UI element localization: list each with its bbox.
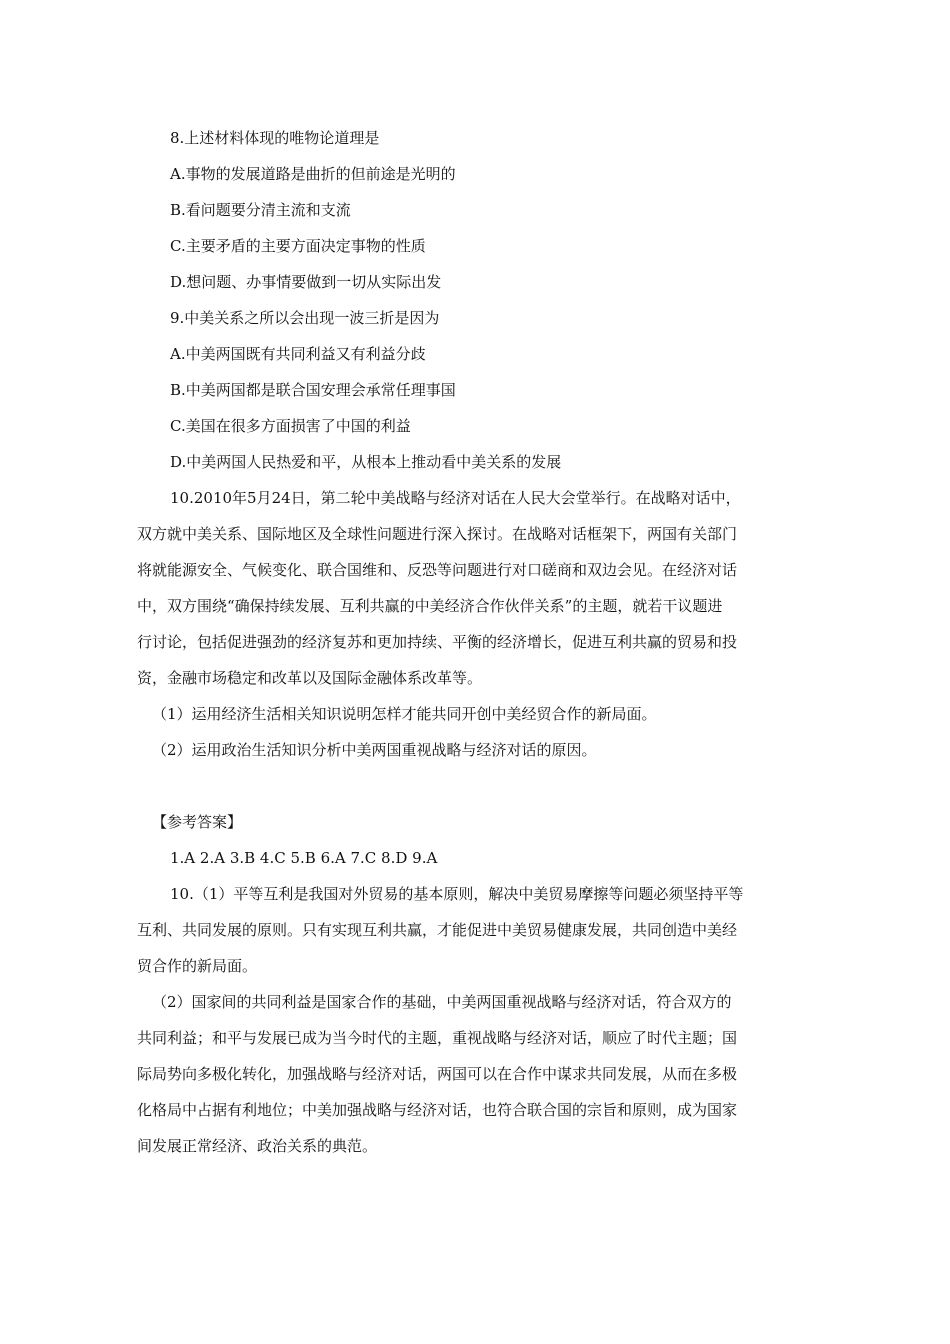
answer-10-2-line-4: 化格局中占据有利地位；中美加强战略与经济对话，也符合联合国的宗旨和原则，成为国家 [137, 1101, 738, 1119]
question-10-line-3: 将就能源安全、气候变化、联合国维和、反恐等问题进行对口磋商和双边会见。在经济对话 [137, 561, 738, 579]
question-9-option-a: A.中美两国既有共同利益又有利益分歧 [170, 345, 426, 363]
answer-10-2-line-2: 共同利益；和平与发展已成为当今时代的主题，重视战略与经济对话，顺应了时代主题；国 [137, 1029, 738, 1047]
answer-10-2-line-5: 间发展正常经济、政治关系的典范。 [137, 1137, 378, 1155]
answer-10-1-line-2: 互利、共同发展的原则。只有实现互利共赢，才能促进中美贸易健康发展，共同创造中美经 [137, 921, 738, 939]
question-8-stem: 8.上述材料体现的唯物论道理是 [170, 129, 380, 147]
question-10-line-2: 双方就中美关系、国际地区及全球性问题进行深入探讨。在战略对话框架下，两国有关部门 [137, 525, 738, 543]
question-10-sub-2: （2）运用政治生活知识分析中美两国重视战略与经济对话的原因。 [152, 741, 597, 759]
answer-10-1-line-1: 10.（1）平等互利是我国对外贸易的基本原则，解决中美贸易摩擦等问题必须坚持平等 [170, 885, 744, 903]
question-10-line-6: 资，金融市场稳定和改革以及国际金融体系改革等。 [137, 669, 483, 687]
question-8-option-a: A.事物的发展道路是曲折的但前途是光明的 [170, 165, 456, 183]
question-8-option-c: C.主要矛盾的主要方面决定事物的性质 [170, 237, 426, 255]
answer-10-2-line-1: （2）国家间的共同利益是国家合作的基础，中美两国重视战略与经济对话，符合双方的 [152, 993, 732, 1011]
answer-10-2-line-3: 际局势向多极化转化，加强战略与经济对话，两国可以在合作中谋求共同发展，从而在多极 [137, 1065, 738, 1083]
question-10-sub-1: （1）运用经济生活相关知识说明怎样才能共同开创中美经贸合作的新局面。 [152, 705, 657, 723]
question-10-line-4: 中，双方围绕“确保持续发展、互利共赢的中美经济合作伙伴关系”的主题，就若干议题进 [137, 597, 723, 615]
answers-heading: 【参考答案】 [152, 813, 243, 831]
answer-10-1-line-3: 贸合作的新局面。 [137, 957, 258, 975]
question-9-option-d: D.中美两国人民热爱和平，从根本上推动看中美关系的发展 [170, 453, 562, 471]
question-8-option-d: D.想问题、办事情要做到一切从实际出发 [170, 273, 442, 291]
question-9-stem: 9.中美关系之所以会出现一波三折是因为 [170, 309, 440, 327]
question-10-line-1: 10.2010年5月24日，第二轮中美战略与经济对话在人民大会堂举行。在战略对话中， [170, 489, 741, 507]
question-10-line-5: 行讨论，包括促进强劲的经济复苏和更加持续、平衡的经济增长，促进互利共赢的贸易和投 [137, 633, 738, 651]
answers-choices: 1.A 2.A 3.B 4.C 5.B 6.A 7.C 8.D 9.A [170, 849, 438, 867]
question-9-option-b: B.中美两国都是联合国安理会承常任理事国 [170, 381, 456, 399]
question-9-option-c: C.美国在很多方面损害了中国的利益 [170, 417, 411, 435]
question-8-option-b: B.看问题要分清主流和支流 [170, 201, 351, 219]
